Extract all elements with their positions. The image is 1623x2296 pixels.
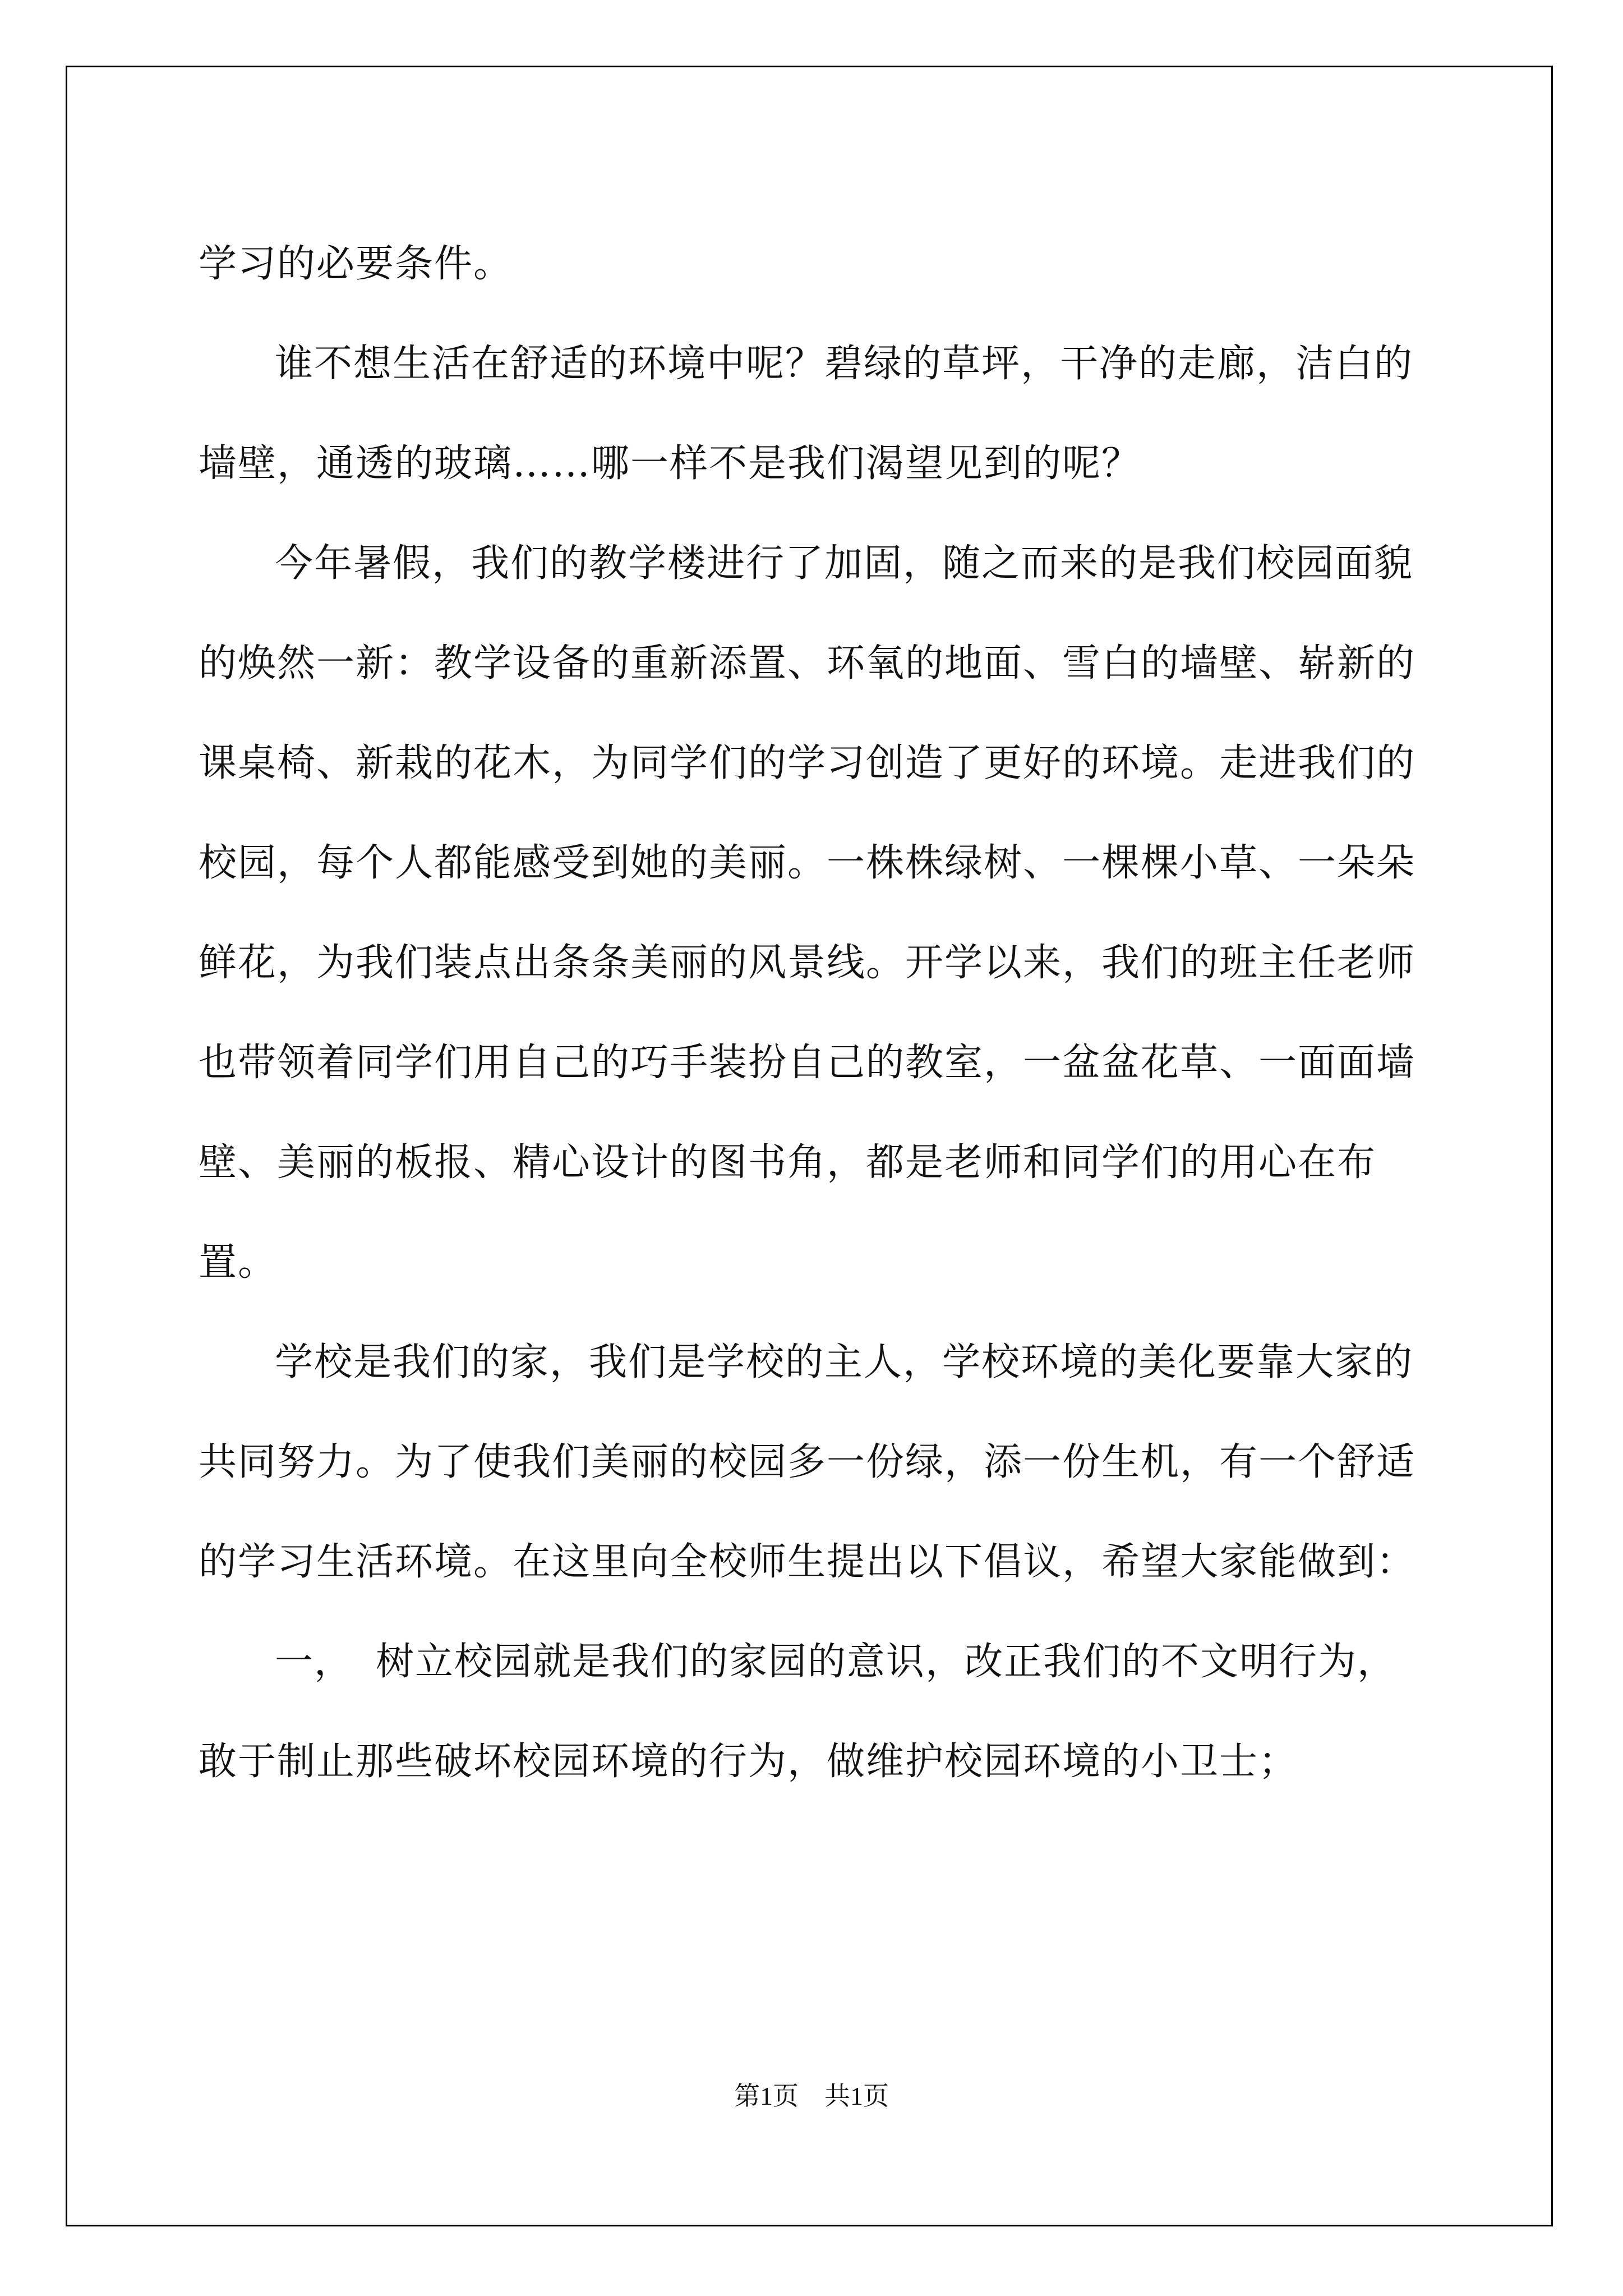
- page-footer: [0, 2076, 1623, 2113]
- paragraph-3: 今年暑假，我们的教学楼进行了加固，随之而来的是我们校园面貌的焕然一新：教学设备的重新添置、环氧的地面、雪白的墙壁、崭新的课桌椅、新栽的花木，为同学们的学习创造了更好的环境。走进我们的校园，每个人都能感受到她的美丽。一株株绿树、一棵棵小草、一朵朵鲜花，为我们装点出条条美丽的风景线。开学以来，我们的班主任老师也带领着同学们用自己的巧手装扮自己的教室，一盆盆花草、一面面墙壁、美丽的板报、精心设计的图书角，都是老师和同学们的用心在布置。: [199, 541, 1416, 1285]
- document-body: [199, 214, 1432, 1812]
- list-item-marker: 一，: [275, 1640, 354, 1684]
- page-number: 第1页: [734, 2082, 799, 2110]
- list-item-one: [199, 1612, 1432, 1812]
- paragraph-4: 学校是我们的家，我们是学校的主人，学校环境的美化要靠大家的共同努力。为了使我们美丽的校园多一份绿，添一份生机，有一个舒适的学习生活环境。在这里向全校师生提出以下倡议，希望大家能做到：: [199, 1340, 1416, 1584]
- paragraph-2: 谁不想生活在舒适的环境中呢？碧绿的草坪，干净的走廊，洁白的墙壁，通透的玻璃……哪一样不是我们渴望见到的呢？: [199, 342, 1414, 486]
- page-total: 共1页: [824, 2082, 889, 2110]
- paragraph-1: 学习的必要条件。: [199, 242, 513, 286]
- list-item-text: 树立校园就是我们的家园的意识，改正我们的不文明行为，敢于制止那些破坏校园环境的行为，做维护校园环境的小卫士；: [199, 1640, 1397, 1784]
